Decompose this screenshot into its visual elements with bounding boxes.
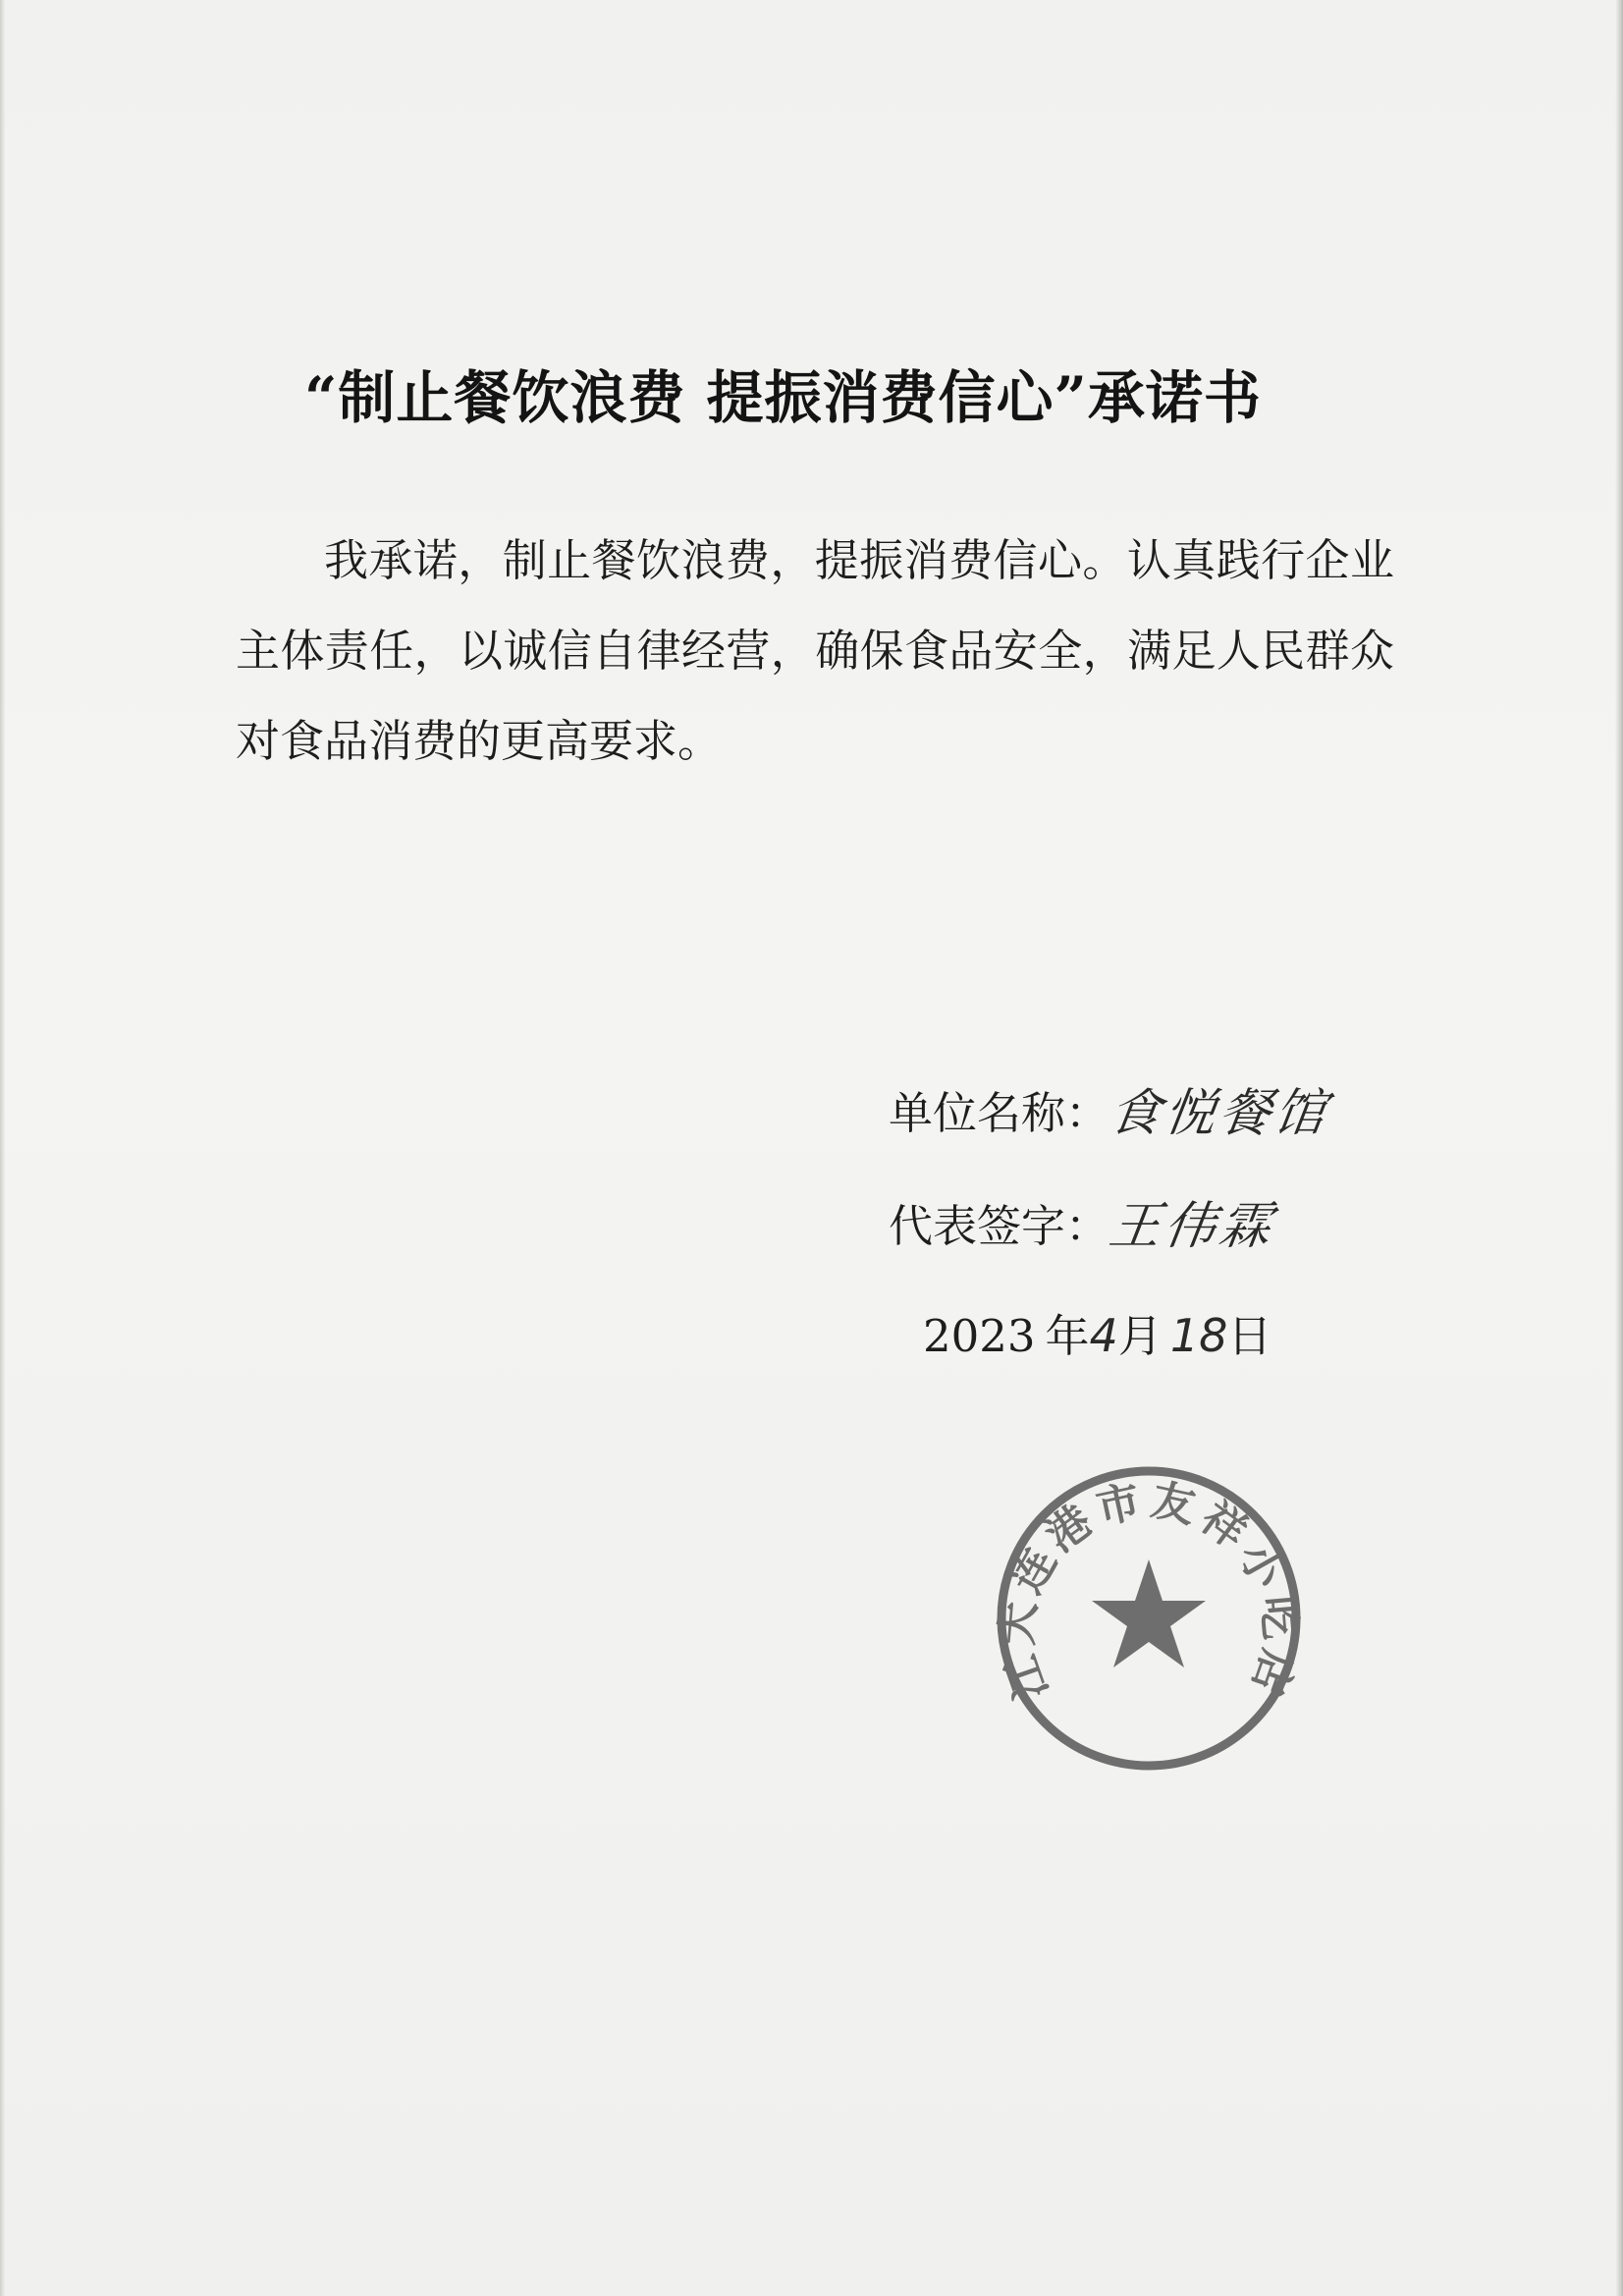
date-month-handwritten: 4 (1089, 1309, 1118, 1362)
date-day-unit: 日 (1227, 1310, 1272, 1362)
date-year: 2023 (923, 1310, 1036, 1362)
unit-name-label: 单位名称： (889, 1086, 1110, 1139)
official-seal (992, 1461, 1306, 1776)
unit-name-line (889, 1075, 1334, 1144)
representative-label: 代表签字： (889, 1199, 1110, 1252)
date-month-unit: 月 (1117, 1310, 1163, 1362)
seal-text-path: 江大连港市友祥小吃店 (992, 1474, 1306, 1707)
representative-line (889, 1188, 1279, 1257)
star-icon (1092, 1559, 1206, 1667)
page-edge-right (1615, 0, 1623, 2296)
document-body (236, 516, 1394, 787)
date-line (923, 1301, 1271, 1370)
document-title: “制止餐饮浪费 提振消费信心”承诺书 (304, 364, 1262, 431)
date-day-handwritten: 18 (1169, 1309, 1228, 1362)
unit-name-handwritten: 食悦餐馆 (1105, 1083, 1334, 1143)
representative-signature: 王伟霖 (1105, 1196, 1279, 1256)
page-edge-left (0, 0, 5, 2296)
commitment-paragraph: 我承诺，制止餐饮浪费，提振消费信心。认真践行企业主体责任，以诚信自律经营，确保食品安全，满足人民群众对食品消费的更高要求。 (236, 534, 1394, 767)
date-year-unit: 年 (1045, 1310, 1090, 1362)
